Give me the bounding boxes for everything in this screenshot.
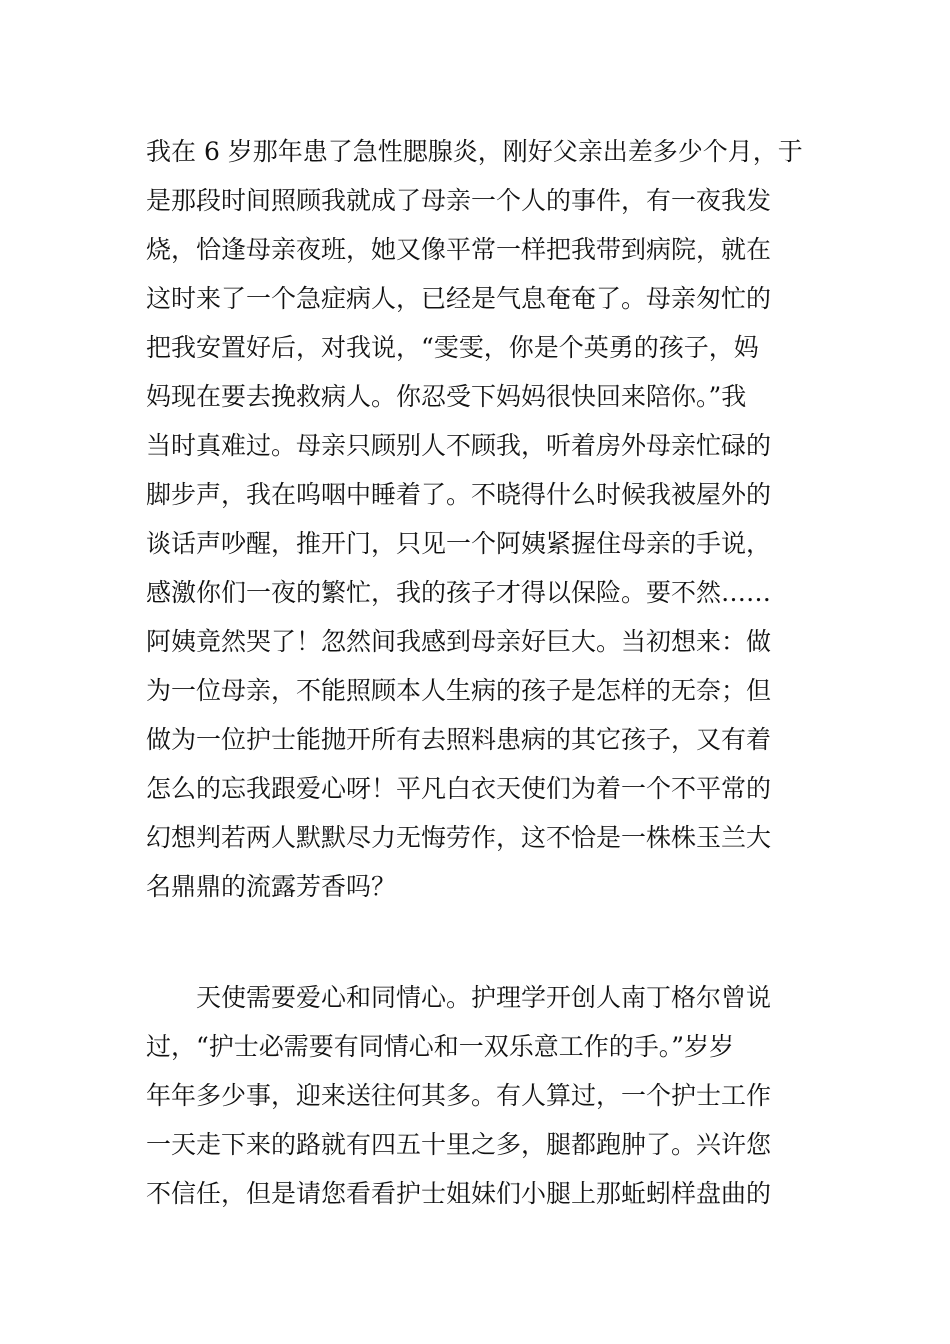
text-line: 谈话声吵醒，推开门，只见一个阿姨紧握住母亲的手说， bbox=[146, 529, 772, 558]
text-line-indented: 天使需要爱心和同情心。护理学开创人南丁格尔曾说 bbox=[196, 983, 772, 1012]
text-line: 为一位母亲，不能照顾本人生病的孩子是怎样的无奈；但 bbox=[146, 676, 772, 705]
text-line: 我在 6 岁那年患了急性腮腺炎，刚好父亲出差多少个月，于 bbox=[146, 137, 803, 166]
text-line: 是那段时间照顾我就成了母亲一个人的事件，有一夜我发 bbox=[146, 186, 772, 215]
text-line: 不信任，但是请您看看护士姐妹们小腿上那蚯蚓样盘曲的 bbox=[146, 1179, 772, 1208]
text-line: 幻想判若两人默默尽力无悔劳作，这不恰是一株株玉兰大 bbox=[146, 823, 772, 852]
text-line: 过，“护士必需要有同情心和一双乐意工作的手。”岁岁 bbox=[146, 1032, 735, 1061]
text-line: 阿姨竟然哭了！忽然间我感到母亲好巨大。当初想来：做 bbox=[146, 627, 772, 656]
text-line: 感激你们一夜的繁忙，我的孩子才得以保险。要不然…… bbox=[146, 578, 772, 607]
text-line: 把我安置好后，对我说，“雯雯，你是个英勇的孩子，妈 bbox=[146, 333, 759, 362]
paragraph-2 bbox=[146, 973, 816, 1218]
text-line: 妈现在要去挽救病人。你忍受下妈妈很快回来陪你。”我 bbox=[146, 382, 747, 411]
text-line: 怎么的忘我跟爱心呀！平凡白衣天使们为着一个不平常的 bbox=[146, 774, 772, 803]
text-line: 烧，恰逢母亲夜班，她又像平常一样把我带到病院，就在 bbox=[146, 235, 772, 264]
text-line: 这时来了一个急症病人，已经是气息奄奄了。母亲匆忙的 bbox=[146, 284, 772, 313]
paragraph-1 bbox=[146, 127, 816, 911]
text-line: 名鼎鼎的流露芳香吗？ bbox=[146, 872, 397, 901]
text-line: 做为一位护士能抛开所有去照料患病的其它孩子，又有着 bbox=[146, 725, 772, 754]
text-line: 年年多少事，迎来送往何其多。有人算过，一个护士工作 bbox=[146, 1081, 772, 1110]
text-line: 一天走下来的路就有四五十里之多，腿都跑肿了。兴许您 bbox=[146, 1130, 772, 1159]
text-line: 当时真难过。母亲只顾别人不顾我，听着房外母亲忙碌的 bbox=[146, 431, 772, 460]
text-line: 脚步声，我在呜咽中睡着了。不晓得什么时候我被屋外的 bbox=[146, 480, 772, 509]
